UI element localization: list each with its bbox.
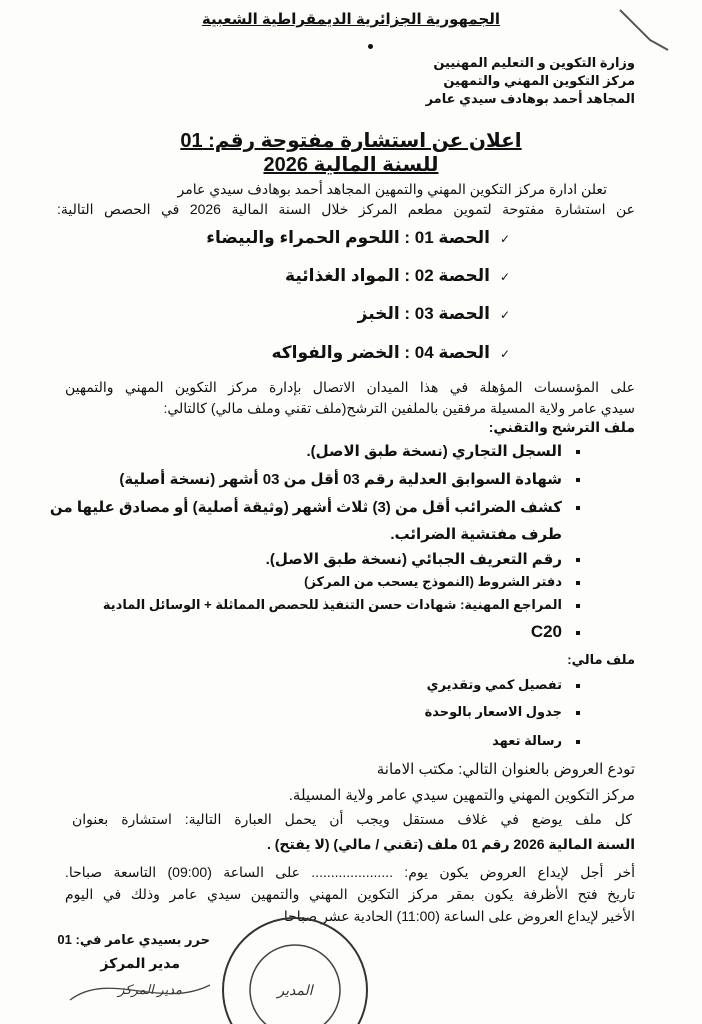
announcement-year: للسنة المالية 2026 — [263, 154, 439, 176]
check-icon: ✓ — [499, 232, 510, 246]
financial-item — [492, 733, 580, 749]
bullet-icon — [576, 506, 580, 510]
closing-line6: تاريخ فتح الأظرفة يكون بمقر مركز التكوين المهني والتمهين سيدي عامر وذلك في اليوم — [65, 886, 635, 902]
closing-line1: تودع العروض بالعنوان التالي: مكتب الامانة — [376, 761, 635, 778]
item-text: تفصيل كمي وتقديري — [426, 677, 562, 692]
financial-item — [427, 677, 580, 693]
signature-place: حرر بسيدي عامر في: 01 — [57, 932, 210, 947]
technical-heading: ملف الترشح والتقني: — [488, 419, 635, 435]
intro-line1: تعلن ادارة مركز التكوين المهني والتمهين المجاهد أحمد بوهادف سيدي عامر — [177, 181, 607, 197]
signature-title: مدير المركز — [100, 955, 180, 971]
lot-label: الحصة 02 : المواد الغذائية — [285, 266, 490, 285]
item-text: السجل التجاري (نسخة طبق الاصل). — [306, 443, 562, 460]
item-text: شهادة السوابق العدلية رقم 03 أقل من 03 أشهر (نسخة أصلية) — [119, 471, 562, 488]
bullet-icon — [576, 558, 580, 562]
center-name-line1: مركز التكوين المهني والتمهين — [443, 73, 635, 88]
item-text: المراجع المهنية: شهادات حسن التنفيذ للحصص المماثلة + الوسائل المادية — [102, 597, 562, 612]
technical-item — [103, 597, 580, 613]
closing-line4: السنة المالية 2026 رقم 01 ملف (تقني / مالي) (لا يفتح) . — [266, 836, 635, 852]
handwritten-signature: مدير المركز — [118, 982, 182, 997]
item-text: كشف الضرائب أقل من (3) ثلاث أشهر (وثيقة أصلية) أو مصادق عليها من — [49, 499, 562, 516]
check-icon: ✓ — [499, 347, 510, 361]
closing-line7: الأخير لإيداع العروض على الساعة (11:00) الحادية عشر صباحا . — [276, 908, 635, 924]
lot-1 — [206, 228, 510, 248]
invite-line1: على المؤسسات المؤهلة في هذا الميدان الاتصال بإدارة مركز التكوين المهني والتمهين — [65, 379, 635, 395]
financial-heading: ملف مالي: — [567, 652, 635, 667]
financial-item — [425, 704, 580, 720]
item-text: رقم التعريف الجبائي (نسخة طبق الاصل). — [265, 551, 562, 568]
bullet-icon — [576, 711, 580, 715]
technical-item — [119, 470, 580, 488]
lot-3 — [358, 304, 510, 324]
bullet-icon — [576, 684, 580, 688]
lot-2 — [285, 266, 510, 286]
intro-line2: عن استشارة مفتوحة لتموين مطعم المركز خلال السنة المالية 2026 في الحصص التالية: — [57, 201, 636, 217]
technical-item — [304, 574, 580, 590]
check-icon: ✓ — [499, 270, 510, 284]
dot-mark — [368, 44, 373, 49]
bullet-icon — [576, 450, 580, 454]
bullet-icon — [576, 631, 580, 635]
technical-item-continued: طرف مفتشية الضرائب. — [390, 526, 562, 543]
item-text: C20 — [530, 622, 562, 641]
bullet-icon — [576, 604, 580, 608]
item-text: دفتر الشروط (النموذج يسحب من المركز) — [304, 574, 562, 589]
svg-text:المدير: المدير — [277, 983, 313, 999]
technical-item — [306, 442, 580, 460]
invite-line2: سيدي عامر ولاية المسيلة مرفقين بالملفين الترشح(ملف تقني وملف مالي) كالتالي: — [163, 400, 635, 416]
technical-item — [266, 550, 580, 568]
bullet-icon — [576, 740, 580, 744]
item-text: جدول الاسعار بالوحدة — [424, 704, 562, 719]
lot-label: الحصة 03 : الخبز — [357, 304, 490, 323]
technical-item — [50, 498, 580, 516]
lot-4 — [271, 343, 510, 363]
closing-line5: أخر أجل لإيداع العروض يكون يوم: ..................... على الساعة (09:00) التاسعة صباحا. — [65, 864, 635, 880]
check-icon: ✓ — [499, 308, 510, 322]
republic-heading: الجمهورية الجزائرية الديمقراطية الشعبية — [201, 11, 501, 28]
announcement-title: اعلان عن استشارة مفتوحة رقم: 01 — [180, 130, 522, 152]
center-name-line2: المجاهد أحمد بوهادف سيدي عامر — [425, 91, 635, 106]
technical-item — [531, 622, 580, 642]
bullet-icon — [576, 478, 580, 482]
lot-label: الحصة 01 : اللحوم الحمراء والبيضاء — [206, 228, 490, 247]
ministry-name: وزارة التكوين و التعليم المهنيين — [433, 55, 635, 70]
closing-line3: كل ملف يوضع في غلاف مستقل ويجب أن يحمل العبارة التالية: استشارة بعنوان — [72, 811, 632, 827]
bullet-icon — [576, 581, 580, 585]
closing-line2: مركز التكوين المهني والتمهين سيدي عامر ولاية المسيلة. — [288, 787, 635, 804]
item-text: رسالة تعهد — [492, 733, 562, 748]
lot-label: الحصة 04 : الخضر والفواكه — [271, 343, 490, 362]
